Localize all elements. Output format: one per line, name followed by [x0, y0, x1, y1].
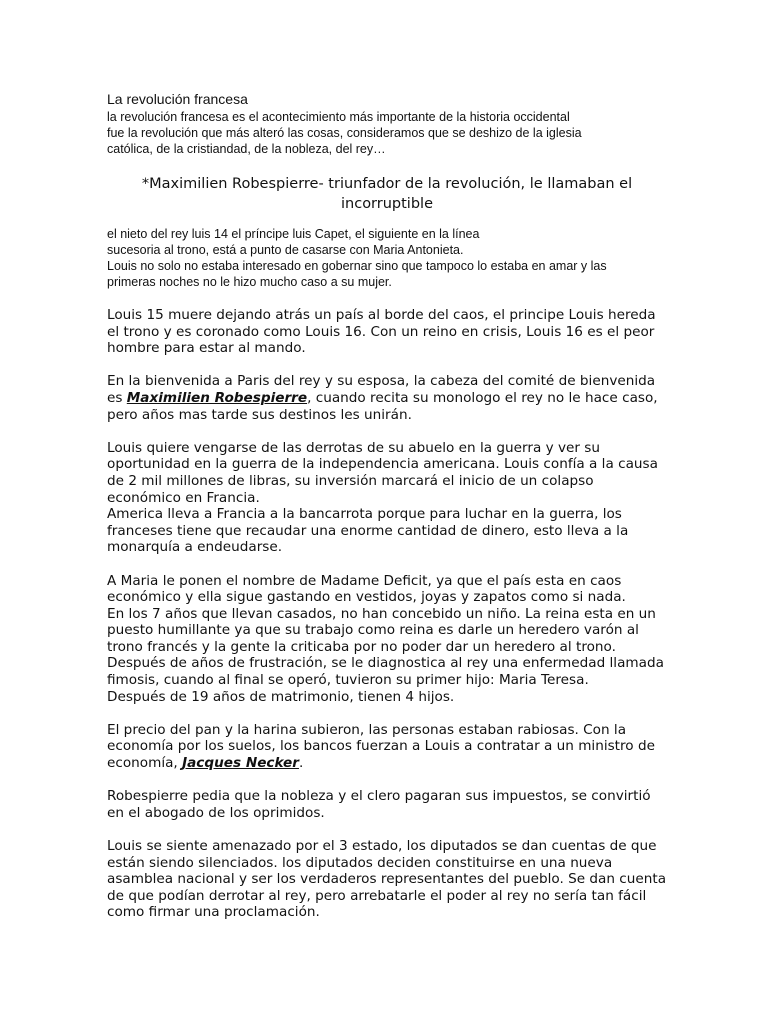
- intro-line: católica, de la cristiandad, de la nobleza, del rey…: [107, 142, 386, 156]
- paragraph-war: [107, 440, 667, 556]
- paragraph-third-estate: Louis se siente amenazado por el 3 estado, los diputados se dan cuentas de que están siendo silenciados. los diputados deciden constituirse en una nueva asamblea nacional y ser los verdaderos representantes del pueblo. Se dan cuenta de que podían derrotar al rey, pero arrebatarle el poder al rey no sería tan fácil como firmar una proclamación.: [107, 838, 667, 921]
- intro-line: fue la revolución que más alteró las cosas, consideramos que se deshizo de la iglesia: [107, 126, 582, 140]
- paragraph-welcome: [107, 373, 667, 423]
- first-block: [107, 226, 667, 290]
- paragraph-text: A Maria le ponen el nombre de Madame Deficit, ya que el país esta en caos económico y ella sigue gastando en vestidos, joyas y zapatos como si nada.: [107, 572, 626, 606]
- paragraph-bread-price: [107, 722, 667, 772]
- paragraph-text: .: [298, 755, 304, 772]
- document-body: [107, 307, 667, 938]
- first-block-line: el nieto del rey luis 14 el príncipe luis Capet, el siguiente en la línea: [107, 227, 480, 241]
- paragraph-text: America lleva a Francia a la bancarrota porque para luchar en la guerra, los franceses tiene que recaudar una enorme cantidad de dinero, esto lleva a la monarquía a endeudarse.: [107, 506, 629, 556]
- name-robespierre: Maximilien Robespierre: [126, 389, 308, 406]
- paragraph-text: , cuando recita su monologo el rey no le hace caso, pero años mas tarde sus destinos les unirán.: [107, 389, 658, 423]
- document-title: La revolución francesa: [107, 91, 248, 107]
- name-necker: Jacques Necker: [182, 755, 299, 772]
- paragraph-robespierre: Robespierre pedia que la nobleza y el clero pagaran sus impuestos, se convirtió en el abogado de los oprimidos.: [107, 788, 651, 821]
- first-block-line: primeras noches no le hizo mucho caso a su mujer.: [107, 275, 392, 289]
- paragraph-text: El precio del pan y la harina subieron, las personas estaban rabiosas. Con la economía por los suelos, los bancos fuerzan a Louis a contratar a un ministro de economía,: [107, 721, 655, 772]
- first-block-line: sucesoria al trono, está a punto de casarse con Maria Antonieta.: [107, 243, 464, 257]
- paragraph-text: Después de años de frustración, se le diagnostica al rey una enfermedad llamada fimosis, cuando al final se operó, tuvieron su primer hijo: Maria Teresa.: [107, 655, 664, 689]
- paragraph-text: En los 7 años que llevan casados, no han concebido un niño. La reina esta en un puesto humillante ya que su trabajo como reina es darle un heredero varón al trono francés y la gente la criticaba por no poder dar un heredero al trono.: [107, 605, 656, 655]
- intro-paragraph: [107, 109, 667, 157]
- paragraph-text: En la bienvenida a Paris del rey y su esposa, la cabeza del comité de bienvenida es: [107, 373, 656, 406]
- first-block-line: Louis no solo no estaba interesado en gobernar sino que tampoco lo estaba en amar y las: [107, 259, 607, 273]
- intro-line: la revolución francesa es el acontecimiento más importante de la historia occidental: [107, 110, 570, 124]
- paragraph-madame-deficit: [107, 573, 667, 706]
- paragraph-text: Louis quiere vengarse de las derrotas de su abuelo en la guerra y ver su oportunidad en la guerra de la independencia americana. Louis confía a la causa de 2 mil millones de libras, su inversión marcará el inicio de un colapso económico en Francia.: [107, 439, 658, 506]
- section-heading: *Maximilien Robespierre- triunfador de la revolución, le llamaban el incorruptible: [141, 176, 633, 212]
- paragraph-text: Después de 19 años de matrimonio, tienen 4 hijos.: [107, 688, 455, 705]
- paragraph-louis-15: Louis 15 muere dejando atrás un país al borde del caos, el principe Louis hereda el trono y es coronado como Louis 16. Con un reino en crisis, Louis 16 es el peor hombre para estar al mando.: [107, 307, 656, 357]
